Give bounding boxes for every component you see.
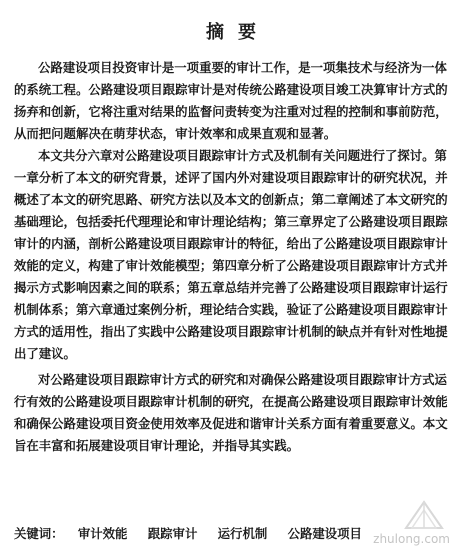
paragraph-2-line-1: 本文共分六章对公路建设项目跟踪审计方式及机制有关问题进行了探讨。第 — [38, 148, 447, 163]
keyword-item: 运行机制 — [217, 526, 268, 541]
paragraph-3-line-2: 行有效的公路建设项目跟踪审计机制的研究，在提高公路建设项目跟踪审计效能 — [14, 394, 448, 409]
paragraph-2-line-7: 揭示方式影响因素之间的联系；第五章总结并完善了公路建设项目跟踪审计运行 — [14, 280, 448, 295]
keywords-row — [14, 524, 378, 542]
watermark-text: zhulong.com — [373, 532, 450, 546]
keywords-label: 关键词： — [14, 526, 64, 541]
paragraph-2-line-3: 概述了本文的研究思路、研究方法以及本文的创新点；第二章阐述了本文研究的 — [14, 192, 448, 207]
paragraph-3-line-1: 对公路建设项目跟踪审计方式的研究和对确保公路建设项目跟踪审计方式运 — [38, 372, 447, 387]
keyword-item: 跟踪审计 — [147, 526, 198, 541]
paragraph-2-line-5: 审计的内涵，剖析公路建设项目跟踪审计的特征，给出了公路建设项目跟踪审计 — [14, 236, 448, 251]
keyword-item: 审计效能 — [77, 526, 128, 541]
paragraph-2-line-10: 出了建议。 — [14, 346, 76, 361]
paragraph-1-line-2: 的系统工程。公路建设项目跟踪审计是对传统公路建设项目竣工决算审计方式的 — [14, 82, 448, 97]
keyword-item: 公路建设项目 — [287, 526, 362, 541]
paragraph-2-line-6: 效能的定义，构建了审计效能模型；第四章分析了公路建设项目跟踪审计方式并 — [14, 258, 448, 273]
paragraph-3-line-3: 和确保公路建设项目资金使用效率及促进和谐审计关系方面有着重要意义。本文 — [14, 416, 448, 431]
paragraph-1-line-1: 公路建设项目投资审计是一项重要的审计工作，是一项集技术与经济为一体 — [38, 60, 447, 75]
paragraph-1-line-3: 扬弃和创新，它将注重对结果的监督问责转变为注重对过程的控制和事前防范， — [14, 104, 448, 119]
page-title: 摘要 — [206, 22, 270, 43]
paragraph-2-line-2: 一章分析了本文的研究背景，述评了国内外对建设项目跟踪审计的研究状况，并 — [14, 170, 448, 185]
paragraph-2-line-8: 机制体系；第六章通过案例分析，理论结合实践，验证了公路建设项目跟踪审计 — [14, 302, 448, 317]
paragraph-2-line-9: 方式的适用性，指出了实践中公路建设项目跟踪审计机制的缺点并有针对性地提 — [14, 324, 448, 339]
paragraph-2-line-4: 基础理论，包括委托代理理论和审计理论结构；第三章界定了公路建设项目跟踪 — [14, 214, 448, 229]
paragraph-1-line-4: 从而把问题解决在萌芽状态，审计效率和成果直观和显著。 — [14, 126, 337, 141]
paragraph-3-line-4: 旨在丰富和拓展建设项目审计理论，并指导其实践。 — [14, 438, 299, 453]
